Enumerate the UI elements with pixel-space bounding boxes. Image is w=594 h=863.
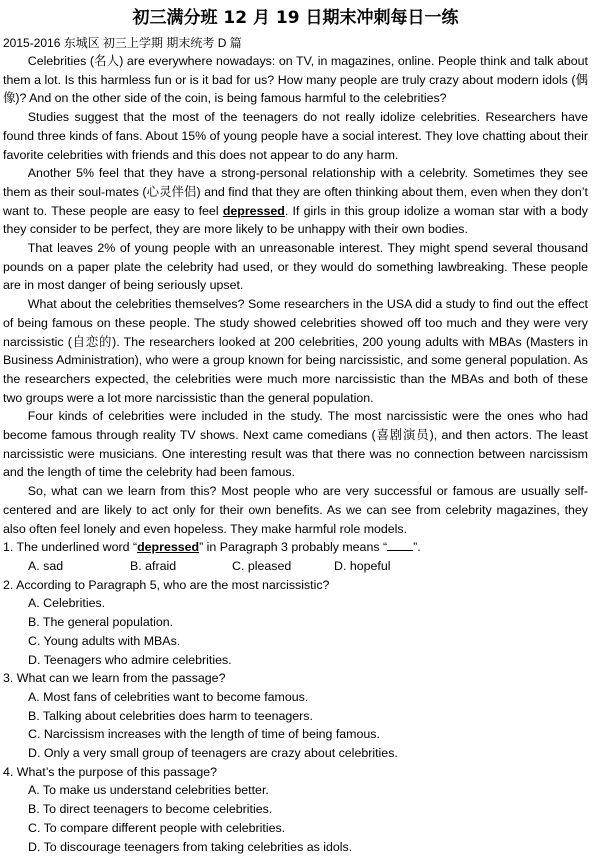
question-2-option-c: C. Young adults with MBAs. xyxy=(28,633,181,648)
question-2-option-d: D. Teenagers who admire celebrities. xyxy=(28,652,232,667)
question-1-option-d: D. hopeful xyxy=(334,558,391,573)
question-4-option-b: B. To direct teenagers to become celebrities. xyxy=(28,802,273,817)
question-2: 2. According to Paragraph 5, who are the most narcissistic? xyxy=(3,577,330,592)
question-1-options xyxy=(28,557,588,576)
question-3: 3. What can we learn from the passage? xyxy=(3,671,226,686)
question-1-option-a: A. sad xyxy=(28,558,64,573)
reading-passage xyxy=(3,52,588,538)
page-title: 初三满分班 12 月 19 日期末冲刺每日一练 xyxy=(132,8,459,28)
question-1-option-c: C. pleased xyxy=(232,558,292,573)
underlined-word: depressed xyxy=(222,203,285,218)
question-4-option-a: A. To make us understand celebrities better. xyxy=(28,783,269,798)
question-3-option-b: B. Talking about celebrities does harm to teenagers. xyxy=(28,708,313,723)
question-2-option-b: B. The general population. xyxy=(28,615,174,630)
question-4-option-d: D. To discourage teenagers from taking celebrities as idols. xyxy=(28,839,353,854)
answer-blank xyxy=(387,538,413,551)
passage-paragraph-3 xyxy=(3,164,588,239)
passage-paragraph-1: Celebrities (名人) are everywhere nowadays: on TV, in magazines, online. People think and talk about them a lot. Is this harmless fun or is it bad for us? How many people are truly crazy about modern idols (偶像)? And on the other side of the coin, is being famous harmful to the celebrities? xyxy=(3,54,588,106)
question-4-option-c: C. To compare different people with celebrities. xyxy=(28,820,286,835)
question-1-underlined-word: depressed xyxy=(137,540,200,555)
passage-paragraph-5: What about the celebrities themselves? Some researchers in the USA did a study to find out the effect of being famous on these people. The study showed celebrities showed off too much and they were very narcissistic (自恋的). The researchers looked at 200 celebrities, 200 young adults with MBAs (Masters in Business Administration), who were a group known for being narcissistic, and some general population. As the researchers expected, the celebrities were much more narcissistic than the MBAs and both of these two groups were a lot more narcissistic than the general population. xyxy=(3,297,588,405)
source-line: 2015-2016 东城区 初三上学期 期末统考 D 篇 xyxy=(3,36,242,50)
question-1-option-b: B. afraid xyxy=(130,558,177,573)
passage-paragraph-2: Studies suggest that the most of the teenagers do not really idolize celebrities. Researchers have found three kinds of fans. About 15% of young people have a social interest. They love chatting about their favorite celebrities with friends and this does not appear to do any harm. xyxy=(3,110,588,162)
passage-paragraph-6: Four kinds of celebrities were included in the study. The most narcissistic were the ones who had become famous through reality TV shows. Next came comedians (喜剧演员), and then actors. The least narcissistic were musicians. One interesting result was that there was no connection between narcissism and the length of time the celebrity had been famous. xyxy=(3,409,588,480)
question-3-option-d: D. Only a very small group of teenagers are crazy about celebrities. xyxy=(28,746,398,761)
question-4: 4. What’s the purpose of this passage? xyxy=(3,764,217,779)
passage-paragraph-4: That leaves 2% of young people with an unreasonable interest. They might spend several thousand pounds on a paper plate the celebrity had used, or they would do something lawbreaking. These people are in most danger of being seriously upset. xyxy=(3,241,588,293)
passage-paragraph-7: So, what can we learn from this? Most people who are very successful or famous are usually self-centered and are likely to act only for their own benefits. As we can see from celebrity magazines, they also often feel lonely and even hopeless. They make harmful role models. xyxy=(3,484,588,536)
question-3-option-c: C. Narcissism increases with the length of time of being famous. xyxy=(28,727,380,742)
question-3-option-a: A. Most fans of celebrities want to become famous. xyxy=(28,689,309,704)
question-list xyxy=(3,538,588,856)
paragraph-3-text-before: Another 5% feel that they have a strong-personal relationship with a celebrity. Sometimes they see them as their soul-mates (心灵伴侣) and find that they are often thinking about them, even when they don’t want to. These people are easy to feel xyxy=(3,166,588,218)
paragraph-3-text-after: . If girls in this group idolize a woman star with a body they consider to be perfect, they are more likely to be unhappy with their own bodies. xyxy=(3,203,588,237)
question-1: 1. The underlined word “depressed” in Paragraph 3 probably means “ ”. xyxy=(3,540,421,555)
question-2-option-a: A. Celebrities. xyxy=(28,596,106,611)
